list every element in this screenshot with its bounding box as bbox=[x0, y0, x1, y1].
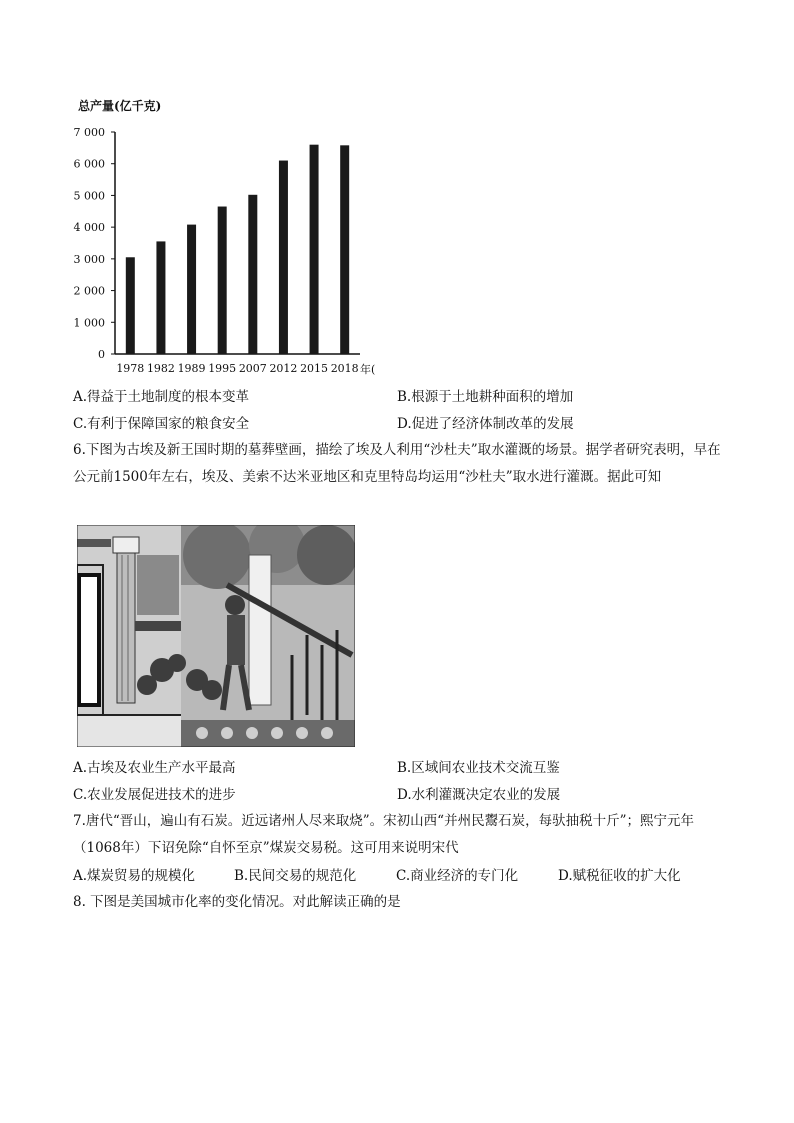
bar-1982 bbox=[156, 241, 165, 354]
q5-option-b[interactable]: B.根源于土地耕种面积的增加 bbox=[397, 389, 574, 405]
x-tick-label: 1995 bbox=[208, 362, 237, 375]
chart-ylabel: 总产量(亿千克) bbox=[78, 99, 162, 113]
x-tick-label: 1982 bbox=[146, 362, 175, 375]
y-tick-label: 5 000 bbox=[73, 189, 105, 203]
q6-option-d[interactable]: D.水利灌溉决定农业的发展 bbox=[397, 787, 561, 803]
y-tick-label: 4 000 bbox=[73, 221, 105, 235]
bar-2012 bbox=[279, 161, 288, 354]
chart-plot-area bbox=[74, 126, 361, 375]
x-tick-label: 1989 bbox=[177, 362, 206, 375]
q7-stem: 7.唐代“晋山，遍山有石炭。近远诸州人尽来取烧”。宋初山西“并州民鬻石炭，每驮抽税十斤”；熙宁元年（1068年）下诏免除“自怀至京”煤炭交易税。这可用来说明宋代 bbox=[73, 813, 694, 856]
q5-option-a[interactable]: A.得益于土地制度的根本变革 bbox=[73, 389, 250, 405]
bar-2015 bbox=[310, 145, 319, 354]
q6-option-a[interactable]: A.古埃及农业生产水平最高 bbox=[73, 760, 236, 776]
chart-xlabel: 年( bbox=[360, 363, 376, 376]
q7-option-c[interactable]: C.商业经济的专门化 bbox=[396, 868, 519, 884]
bar-2007 bbox=[248, 195, 257, 354]
x-tick-label: 2015 bbox=[300, 362, 329, 375]
y-tick-label: 2 000 bbox=[73, 284, 105, 298]
q7-option-d[interactable]: D.赋税征收的扩大化 bbox=[558, 868, 681, 884]
y-tick-label: 7 000 bbox=[73, 126, 105, 139]
q5-option-d[interactable]: D.促进了经济体制改革的发展 bbox=[397, 416, 574, 432]
bar-1989 bbox=[187, 225, 196, 354]
bar-2018 bbox=[340, 145, 349, 354]
q6-option-c[interactable]: C.农业发展促进技术的进步 bbox=[73, 787, 236, 803]
grain-output-bar-chart bbox=[70, 92, 390, 384]
q7-option-b[interactable]: B.民间交易的规范化 bbox=[234, 868, 357, 884]
y-tick-label: 1 000 bbox=[73, 316, 105, 330]
q5-option-c[interactable]: C.有利于保障国家的粮食安全 bbox=[73, 416, 250, 432]
egyptian-shaduf-mural-image bbox=[77, 525, 355, 747]
q6-option-b[interactable]: B.区域间农业技术交流互鉴 bbox=[397, 760, 560, 776]
x-tick-label: 1978 bbox=[116, 362, 145, 375]
bar-1995 bbox=[218, 207, 227, 354]
x-tick-label: 2007 bbox=[238, 362, 267, 375]
y-tick-label: 6 000 bbox=[73, 157, 105, 171]
y-tick-label: 3 000 bbox=[73, 252, 105, 266]
x-tick-label: 2018 bbox=[330, 362, 359, 375]
bar-1978 bbox=[126, 257, 135, 354]
y-tick-label: 0 bbox=[98, 348, 105, 361]
q7-option-a[interactable]: A.煤炭贸易的规模化 bbox=[73, 868, 196, 884]
q8-stem: 8. 下图是美国城市化率的变化情况。对此解读正确的是 bbox=[73, 894, 401, 910]
x-tick-label: 2012 bbox=[269, 362, 298, 375]
q6-stem: 6.下图为古埃及新王国时期的墓葬壁画，描绘了埃及人利用“沙杜夫”取水灌溉的场景。据学者研究表明，早在公元前1500年左右，埃及、美索不达米亚地区和克里特岛均运用“沙杜夫”取水进行灌溉。据此可知 bbox=[73, 442, 721, 485]
